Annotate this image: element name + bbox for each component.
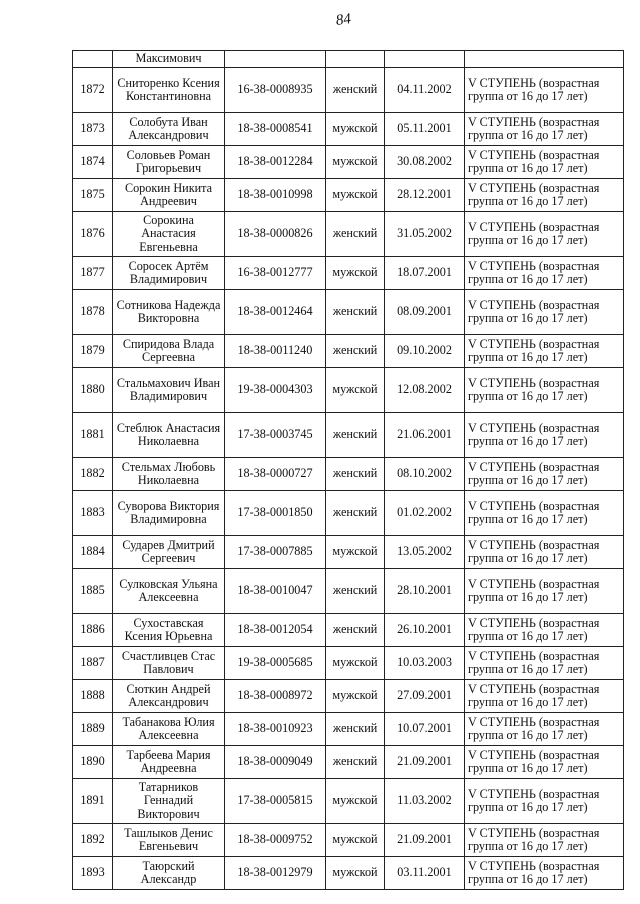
cell-id-number: 18-38-0012979 bbox=[225, 857, 326, 890]
cell-full-name: Спиридова Влада Сергеевна bbox=[113, 335, 225, 368]
cell-number: 1876 bbox=[73, 212, 113, 257]
cell-gender: женский bbox=[326, 290, 385, 335]
table-row bbox=[73, 614, 624, 647]
table-row bbox=[73, 458, 624, 491]
cell-gender: женский bbox=[326, 68, 385, 113]
cell-level: V СТУПЕНЬ (возрастная группа от 16 до 17 лет) bbox=[465, 824, 624, 857]
cell-number: 1887 bbox=[73, 647, 113, 680]
cell-level: V СТУПЕНЬ (возрастная группа от 16 до 17 лет) bbox=[465, 680, 624, 713]
cell-full-name: Счастливцев Стас Павлович bbox=[113, 647, 225, 680]
cell-birth-date: 03.11.2001 bbox=[385, 857, 465, 890]
cell-id-number: 17-38-0001850 bbox=[225, 491, 326, 536]
table-row bbox=[73, 68, 624, 113]
cell-birth-date: 04.11.2002 bbox=[385, 68, 465, 113]
table-row bbox=[73, 290, 624, 335]
cell-level: V СТУПЕНЬ (возрастная группа от 16 до 17 лет) bbox=[465, 146, 624, 179]
cell-level: V СТУПЕНЬ (возрастная группа от 16 до 17 лет) bbox=[465, 614, 624, 647]
cell-level: V СТУПЕНЬ (возрастная группа от 16 до 17 лет) bbox=[465, 335, 624, 368]
table-row bbox=[73, 51, 624, 68]
cell-number: 1880 bbox=[73, 368, 113, 413]
cell-full-name: Суворова Виктория Владимировна bbox=[113, 491, 225, 536]
cell-birth-date bbox=[385, 51, 465, 68]
cell-id-number: 17-38-0005815 bbox=[225, 779, 326, 824]
cell-gender: мужской bbox=[326, 779, 385, 824]
cell-gender bbox=[326, 51, 385, 68]
table-row bbox=[73, 146, 624, 179]
cell-number: 1879 bbox=[73, 335, 113, 368]
cell-level bbox=[465, 51, 624, 68]
cell-number: 1877 bbox=[73, 257, 113, 290]
cell-gender: женский bbox=[326, 212, 385, 257]
cell-full-name: Ташлыков Денис Евгеньевич bbox=[113, 824, 225, 857]
cell-full-name: Солобута Иван Александрович bbox=[113, 113, 225, 146]
table-row bbox=[73, 857, 624, 890]
cell-level: V СТУПЕНЬ (возрастная группа от 16 до 17 лет) bbox=[465, 536, 624, 569]
cell-birth-date: 10.03.2003 bbox=[385, 647, 465, 680]
cell-full-name: Стальмахович Иван Владимирович bbox=[113, 368, 225, 413]
cell-id-number: 18-38-0012284 bbox=[225, 146, 326, 179]
cell-gender: мужской bbox=[326, 536, 385, 569]
table-row bbox=[73, 779, 624, 824]
cell-id-number: 18-38-0009752 bbox=[225, 824, 326, 857]
cell-full-name: Табанакова Юлия Алексеевна bbox=[113, 713, 225, 746]
registry-table-body bbox=[73, 51, 624, 890]
cell-full-name: Стельмах Любовь Николаевна bbox=[113, 458, 225, 491]
cell-number bbox=[73, 51, 113, 68]
table-row bbox=[73, 212, 624, 257]
cell-level: V СТУПЕНЬ (возрастная группа от 16 до 17 лет) bbox=[465, 68, 624, 113]
cell-full-name: Сударев Дмитрий Сергеевич bbox=[113, 536, 225, 569]
table-row bbox=[73, 413, 624, 458]
cell-birth-date: 31.05.2002 bbox=[385, 212, 465, 257]
cell-birth-date: 01.02.2002 bbox=[385, 491, 465, 536]
cell-gender: женский bbox=[326, 491, 385, 536]
cell-number: 1874 bbox=[73, 146, 113, 179]
table-row bbox=[73, 368, 624, 413]
cell-birth-date: 21.09.2001 bbox=[385, 746, 465, 779]
cell-gender: женский bbox=[326, 713, 385, 746]
cell-gender: мужской bbox=[326, 146, 385, 179]
cell-gender: женский bbox=[326, 614, 385, 647]
cell-level: V СТУПЕНЬ (возрастная группа от 16 до 17 лет) bbox=[465, 458, 624, 491]
cell-id-number bbox=[225, 51, 326, 68]
cell-number: 1873 bbox=[73, 113, 113, 146]
cell-number: 1875 bbox=[73, 179, 113, 212]
cell-level: V СТУПЕНЬ (возрастная группа от 16 до 17 лет) bbox=[465, 569, 624, 614]
cell-number: 1884 bbox=[73, 536, 113, 569]
cell-number: 1882 bbox=[73, 458, 113, 491]
cell-birth-date: 09.10.2002 bbox=[385, 335, 465, 368]
cell-birth-date: 12.08.2002 bbox=[385, 368, 465, 413]
table-row bbox=[73, 824, 624, 857]
cell-full-name: Стеблюк Анастасия Николаевна bbox=[113, 413, 225, 458]
cell-birth-date: 10.07.2001 bbox=[385, 713, 465, 746]
cell-gender: женский bbox=[326, 746, 385, 779]
cell-level: V СТУПЕНЬ (возрастная группа от 16 до 17 лет) bbox=[465, 491, 624, 536]
cell-full-name: Сорокин Никита Андреевич bbox=[113, 179, 225, 212]
cell-id-number: 19-38-0004303 bbox=[225, 368, 326, 413]
cell-birth-date: 21.09.2001 bbox=[385, 824, 465, 857]
cell-birth-date: 13.05.2002 bbox=[385, 536, 465, 569]
cell-birth-date: 26.10.2001 bbox=[385, 614, 465, 647]
cell-full-name: Максимович bbox=[113, 51, 225, 68]
cell-id-number: 18-38-0011240 bbox=[225, 335, 326, 368]
table-row bbox=[73, 257, 624, 290]
cell-gender: мужской bbox=[326, 647, 385, 680]
table-row bbox=[73, 746, 624, 779]
cell-id-number: 16-38-0012777 bbox=[225, 257, 326, 290]
cell-full-name: Сюткин Андрей Александрович bbox=[113, 680, 225, 713]
cell-gender: мужской bbox=[326, 857, 385, 890]
cell-level: V СТУПЕНЬ (возрастная группа от 16 до 17 лет) bbox=[465, 413, 624, 458]
cell-gender: мужской bbox=[326, 680, 385, 713]
cell-number: 1888 bbox=[73, 680, 113, 713]
cell-number: 1891 bbox=[73, 779, 113, 824]
cell-full-name: Тарбеева Мария Андреевна bbox=[113, 746, 225, 779]
cell-full-name: Таюрский Александр bbox=[113, 857, 225, 890]
cell-level: V СТУПЕНЬ (возрастная группа от 16 до 17 лет) bbox=[465, 647, 624, 680]
cell-id-number: 18-38-0008972 bbox=[225, 680, 326, 713]
table-row bbox=[73, 179, 624, 212]
cell-level: V СТУПЕНЬ (возрастная группа от 16 до 17 лет) bbox=[465, 746, 624, 779]
cell-level: V СТУПЕНЬ (возрастная группа от 16 до 17 лет) bbox=[465, 713, 624, 746]
cell-number: 1893 bbox=[73, 857, 113, 890]
cell-full-name: Сухоставская Ксения Юрьевна bbox=[113, 614, 225, 647]
cell-id-number: 18-38-0012464 bbox=[225, 290, 326, 335]
registry-table bbox=[72, 50, 624, 890]
cell-birth-date: 05.11.2001 bbox=[385, 113, 465, 146]
table-row bbox=[73, 713, 624, 746]
cell-number: 1883 bbox=[73, 491, 113, 536]
cell-birth-date: 28.10.2001 bbox=[385, 569, 465, 614]
table-row bbox=[73, 569, 624, 614]
cell-gender: мужской bbox=[326, 368, 385, 413]
cell-birth-date: 28.12.2001 bbox=[385, 179, 465, 212]
cell-birth-date: 18.07.2001 bbox=[385, 257, 465, 290]
table-row bbox=[73, 647, 624, 680]
cell-id-number: 19-38-0005685 bbox=[225, 647, 326, 680]
cell-level: V СТУПЕНЬ (возрастная группа от 16 до 17 лет) bbox=[465, 212, 624, 257]
cell-number: 1872 bbox=[73, 68, 113, 113]
cell-full-name: Соросек Артём Владимирович bbox=[113, 257, 225, 290]
cell-id-number: 18-38-0012054 bbox=[225, 614, 326, 647]
cell-full-name: Сотникова Надежда Викторовна bbox=[113, 290, 225, 335]
cell-id-number: 18-38-0008541 bbox=[225, 113, 326, 146]
cell-full-name: Сорокина Анастасия Евгеньевна bbox=[113, 212, 225, 257]
cell-birth-date: 08.09.2001 bbox=[385, 290, 465, 335]
table-row bbox=[73, 536, 624, 569]
cell-id-number: 18-38-0010998 bbox=[225, 179, 326, 212]
cell-gender: мужской bbox=[326, 824, 385, 857]
cell-id-number: 18-38-0010047 bbox=[225, 569, 326, 614]
cell-number: 1889 bbox=[73, 713, 113, 746]
cell-gender: женский bbox=[326, 569, 385, 614]
cell-level: V СТУПЕНЬ (возрастная группа от 16 до 17 лет) bbox=[465, 257, 624, 290]
cell-id-number: 18-38-0000826 bbox=[225, 212, 326, 257]
cell-number: 1886 bbox=[73, 614, 113, 647]
cell-id-number: 18-38-0000727 bbox=[225, 458, 326, 491]
cell-number: 1890 bbox=[73, 746, 113, 779]
cell-birth-date: 27.09.2001 bbox=[385, 680, 465, 713]
cell-gender: мужской bbox=[326, 257, 385, 290]
cell-number: 1885 bbox=[73, 569, 113, 614]
cell-number: 1878 bbox=[73, 290, 113, 335]
cell-birth-date: 11.03.2002 bbox=[385, 779, 465, 824]
cell-gender: мужской bbox=[326, 113, 385, 146]
cell-level: V СТУПЕНЬ (возрастная группа от 16 до 17 лет) bbox=[465, 113, 624, 146]
cell-birth-date: 30.08.2002 bbox=[385, 146, 465, 179]
table-row bbox=[73, 491, 624, 536]
cell-id-number: 16-38-0008935 bbox=[225, 68, 326, 113]
table-row bbox=[73, 335, 624, 368]
cell-number: 1892 bbox=[73, 824, 113, 857]
cell-full-name: Соловьев Роман Григорьевич bbox=[113, 146, 225, 179]
table-row bbox=[73, 680, 624, 713]
cell-level: V СТУПЕНЬ (возрастная группа от 16 до 17 лет) bbox=[465, 368, 624, 413]
cell-birth-date: 08.10.2002 bbox=[385, 458, 465, 491]
cell-gender: женский bbox=[326, 458, 385, 491]
cell-level: V СТУПЕНЬ (возрастная группа от 16 до 17 лет) bbox=[465, 779, 624, 824]
cell-id-number: 18-38-0010923 bbox=[225, 713, 326, 746]
cell-full-name: Татарников Геннадий Викторович bbox=[113, 779, 225, 824]
cell-gender: женский bbox=[326, 335, 385, 368]
cell-level: V СТУПЕНЬ (возрастная группа от 16 до 17 лет) bbox=[465, 290, 624, 335]
page-number: 84 bbox=[334, 11, 352, 29]
cell-number: 1881 bbox=[73, 413, 113, 458]
cell-birth-date: 21.06.2001 bbox=[385, 413, 465, 458]
cell-id-number: 18-38-0009049 bbox=[225, 746, 326, 779]
cell-level: V СТУПЕНЬ (возрастная группа от 16 до 17 лет) bbox=[465, 179, 624, 212]
cell-id-number: 17-38-0007885 bbox=[225, 536, 326, 569]
cell-gender: мужской bbox=[326, 179, 385, 212]
cell-gender: женский bbox=[326, 413, 385, 458]
cell-id-number: 17-38-0003745 bbox=[225, 413, 326, 458]
cell-full-name: Сулковская Ульяна Алексеевна bbox=[113, 569, 225, 614]
cell-level: V СТУПЕНЬ (возрастная группа от 16 до 17 лет) bbox=[465, 857, 624, 890]
table-row bbox=[73, 113, 624, 146]
cell-full-name: Сниторенко Ксения Константиновна bbox=[113, 68, 225, 113]
